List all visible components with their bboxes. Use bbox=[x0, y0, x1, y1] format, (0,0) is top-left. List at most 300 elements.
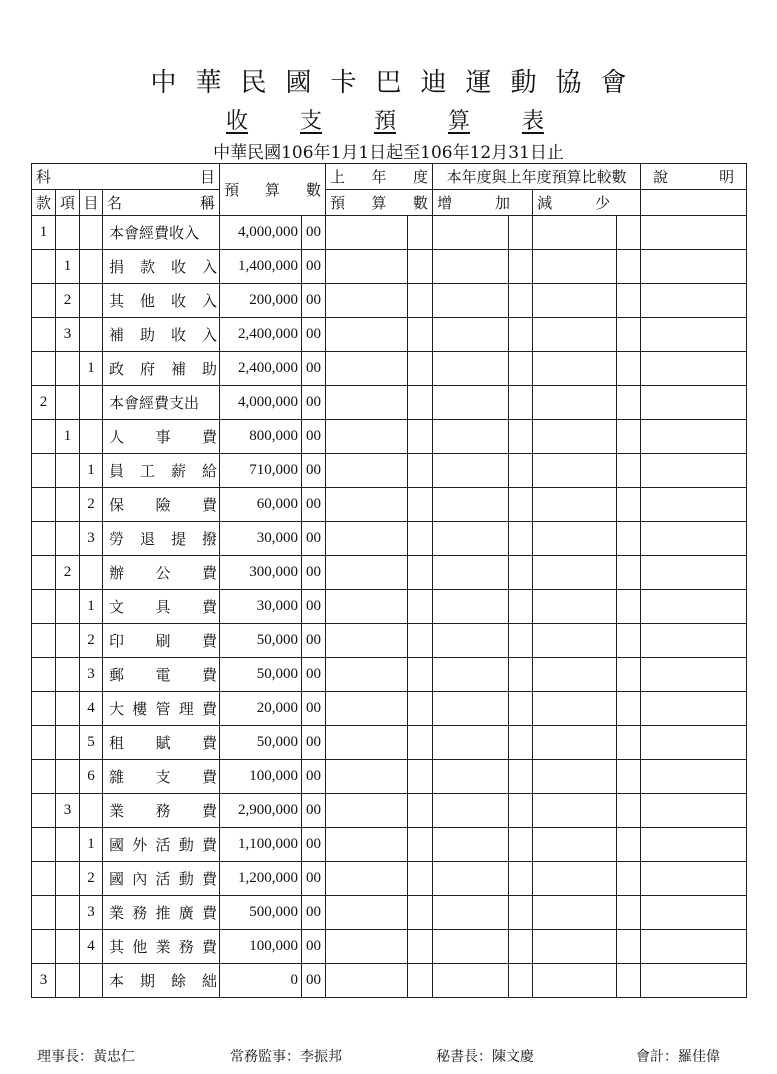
table-row bbox=[32, 386, 747, 420]
last-year-amount-cell bbox=[326, 216, 408, 250]
item-name-char: 助 bbox=[202, 360, 218, 378]
table-row bbox=[32, 284, 747, 318]
cents-cell: 00 bbox=[302, 930, 326, 964]
increase-cents-cell bbox=[509, 352, 533, 386]
note-cell bbox=[641, 964, 747, 998]
item-name-char: 補 bbox=[109, 326, 125, 344]
mu-cell bbox=[80, 386, 103, 420]
item-name-text: 本會經費支出 bbox=[109, 394, 200, 412]
item-name-char: 費 bbox=[202, 734, 218, 752]
note-cell bbox=[641, 828, 747, 862]
increase-amount-cell bbox=[433, 828, 509, 862]
increase-amount-cell bbox=[433, 590, 509, 624]
last-year-amount-cell bbox=[326, 624, 408, 658]
increase-amount-cell bbox=[433, 556, 509, 590]
compare-header: 本年度與上年度預算比較數 bbox=[433, 164, 641, 190]
increase-cents-cell bbox=[509, 896, 533, 930]
last-year-amount-cell bbox=[326, 250, 408, 284]
increase-amount-cell bbox=[433, 896, 509, 930]
kuan-cell: 3 bbox=[32, 964, 56, 998]
decrease-header bbox=[533, 190, 641, 216]
note-header-char: 明 bbox=[719, 168, 735, 186]
item-name bbox=[107, 392, 219, 413]
item-name-char: 外 bbox=[132, 836, 148, 854]
amount-cell: 60,000 bbox=[220, 488, 302, 522]
increase-amount-cell bbox=[433, 522, 509, 556]
decrease-cents-cell bbox=[617, 692, 641, 726]
table-row bbox=[32, 930, 747, 964]
last-year-amount-cell bbox=[326, 964, 408, 998]
decrease-cents-cell bbox=[617, 794, 641, 828]
decrease-cents-cell bbox=[617, 556, 641, 590]
increase-cents-cell bbox=[509, 964, 533, 998]
header-row-1 bbox=[32, 164, 747, 190]
xiang-cell: 1 bbox=[56, 250, 80, 284]
item-name-char: 撥 bbox=[202, 530, 218, 548]
item-name-cell bbox=[103, 760, 220, 794]
last-year-budget-char: 預 bbox=[330, 194, 346, 212]
item-name-char: 電 bbox=[155, 666, 171, 684]
item-name-cell bbox=[103, 284, 220, 318]
table-row bbox=[32, 828, 747, 862]
xiang-cell bbox=[56, 862, 80, 896]
budget-period: 中華民國106年1月1日起至106年12月31日止 bbox=[213, 143, 564, 163]
item-name bbox=[107, 902, 219, 923]
table-row bbox=[32, 216, 747, 250]
item-name-char: 動 bbox=[178, 870, 194, 888]
xiang-cell: 2 bbox=[56, 284, 80, 318]
item-name bbox=[107, 868, 219, 889]
kuan-cell bbox=[32, 896, 56, 930]
mu-cell: 2 bbox=[80, 488, 103, 522]
item-name-cell bbox=[103, 556, 220, 590]
increase-cents-cell bbox=[509, 556, 533, 590]
decrease-amount-cell bbox=[533, 590, 617, 624]
last-year-cents-cell bbox=[408, 896, 433, 930]
cents-cell: 00 bbox=[302, 488, 326, 522]
decrease-amount-cell bbox=[533, 488, 617, 522]
xiang-cell bbox=[56, 760, 80, 794]
item-name-char: 費 bbox=[202, 768, 218, 786]
item-name-char: 公 bbox=[155, 564, 171, 582]
amount-cell: 20,000 bbox=[220, 692, 302, 726]
kuan-cell bbox=[32, 420, 56, 454]
note-cell bbox=[641, 420, 747, 454]
item-name-char: 費 bbox=[202, 428, 218, 446]
last-year-cents-cell bbox=[408, 250, 433, 284]
item-name bbox=[107, 630, 219, 651]
item-name-cell bbox=[103, 624, 220, 658]
cents-cell: 00 bbox=[302, 862, 326, 896]
item-name-cell bbox=[103, 828, 220, 862]
item-name-char: 保 bbox=[109, 496, 125, 514]
mu-cell: 4 bbox=[80, 692, 103, 726]
table-row bbox=[32, 556, 747, 590]
item-name-char: 國 bbox=[109, 870, 125, 888]
item-name bbox=[107, 460, 219, 481]
increase-amount-cell bbox=[433, 692, 509, 726]
item-name-cell bbox=[103, 318, 220, 352]
item-name-cell bbox=[103, 930, 220, 964]
increase-cents-cell bbox=[509, 454, 533, 488]
mu-header: 目 bbox=[80, 190, 103, 216]
decrease-amount-cell bbox=[533, 454, 617, 488]
xiang-cell: 2 bbox=[56, 556, 80, 590]
item-name-cell bbox=[103, 488, 220, 522]
last-year-cents-cell bbox=[408, 692, 433, 726]
note-cell bbox=[641, 522, 747, 556]
cents-cell: 00 bbox=[302, 250, 326, 284]
increase-amount-cell bbox=[433, 930, 509, 964]
decrease-cents-cell bbox=[617, 318, 641, 352]
decrease-header-char: 少 bbox=[595, 194, 611, 212]
note-cell bbox=[641, 658, 747, 692]
item-name-char: 動 bbox=[178, 836, 194, 854]
organization-title: 中華民國卡巴迪運動協會 bbox=[150, 68, 646, 98]
item-name-char: 費 bbox=[202, 870, 218, 888]
item-name bbox=[107, 528, 219, 549]
cents-cell: 00 bbox=[302, 964, 326, 998]
xiang-cell bbox=[56, 658, 80, 692]
mu-cell bbox=[80, 964, 103, 998]
amount-cell: 100,000 bbox=[220, 930, 302, 964]
xiang-header: 項 bbox=[56, 190, 80, 216]
last-year-header-char: 上 bbox=[330, 168, 346, 186]
item-name bbox=[107, 222, 219, 243]
xiang-cell bbox=[56, 488, 80, 522]
kuan-cell bbox=[32, 284, 56, 318]
decrease-amount-cell bbox=[533, 760, 617, 794]
table-row bbox=[32, 862, 747, 896]
decrease-cents-cell bbox=[617, 726, 641, 760]
increase-cents-cell bbox=[509, 420, 533, 454]
item-name-cell bbox=[103, 352, 220, 386]
kuan-cell bbox=[32, 794, 56, 828]
xiang-cell bbox=[56, 216, 80, 250]
item-name-char: 收 bbox=[171, 292, 187, 310]
decrease-amount-cell bbox=[533, 522, 617, 556]
kuan-cell bbox=[32, 930, 56, 964]
increase-cents-cell bbox=[509, 760, 533, 794]
amount-cell: 300,000 bbox=[220, 556, 302, 590]
increase-amount-cell bbox=[433, 386, 509, 420]
increase-amount-cell bbox=[433, 454, 509, 488]
note-cell bbox=[641, 190, 747, 216]
item-name-char: 辦 bbox=[109, 564, 125, 582]
decrease-amount-cell bbox=[533, 352, 617, 386]
item-name-char: 工 bbox=[140, 462, 156, 480]
last-year-cents-cell bbox=[408, 930, 433, 964]
amount-cell: 2,400,000 bbox=[220, 352, 302, 386]
table-row bbox=[32, 794, 747, 828]
item-name bbox=[107, 834, 219, 855]
last-year-amount-cell bbox=[326, 862, 408, 896]
increase-cents-cell bbox=[509, 522, 533, 556]
item-name-char: 大 bbox=[109, 700, 125, 718]
item-name-char: 捐 bbox=[109, 258, 125, 276]
last-year-cents-cell bbox=[408, 964, 433, 998]
item-name-char: 務 bbox=[132, 904, 148, 922]
last-year-amount-cell bbox=[326, 454, 408, 488]
increase-cents-cell bbox=[509, 692, 533, 726]
last-year-cents-cell bbox=[408, 658, 433, 692]
note-cell bbox=[641, 386, 747, 420]
note-cell bbox=[641, 454, 747, 488]
decrease-cents-cell bbox=[617, 760, 641, 794]
increase-amount-cell bbox=[433, 488, 509, 522]
table-row bbox=[32, 964, 747, 998]
mu-cell: 5 bbox=[80, 726, 103, 760]
item-name bbox=[107, 562, 219, 583]
title-char: 算 bbox=[447, 109, 470, 134]
last-year-amount-cell bbox=[326, 692, 408, 726]
last-year-cents-cell bbox=[408, 794, 433, 828]
kuan-cell bbox=[32, 590, 56, 624]
decrease-amount-cell bbox=[533, 284, 617, 318]
cents-cell: 00 bbox=[302, 692, 326, 726]
mu-cell: 1 bbox=[80, 454, 103, 488]
table-row bbox=[32, 692, 747, 726]
last-year-amount-cell bbox=[326, 726, 408, 760]
xiang-cell bbox=[56, 590, 80, 624]
kuan-cell bbox=[32, 658, 56, 692]
budget-table bbox=[31, 163, 747, 998]
note-cell bbox=[641, 726, 747, 760]
note-cell bbox=[641, 556, 747, 590]
mu-cell: 6 bbox=[80, 760, 103, 794]
cents-cell: 00 bbox=[302, 896, 326, 930]
decrease-amount-cell bbox=[533, 828, 617, 862]
last-year-cents-cell bbox=[408, 590, 433, 624]
last-year-cents-cell bbox=[408, 760, 433, 794]
last-year-cents-cell bbox=[408, 352, 433, 386]
increase-cents-cell bbox=[509, 590, 533, 624]
item-name-char: 絀 bbox=[202, 972, 218, 990]
decrease-amount-cell bbox=[533, 216, 617, 250]
increase-cents-cell bbox=[509, 386, 533, 420]
xiang-cell bbox=[56, 896, 80, 930]
item-name-char: 具 bbox=[155, 598, 171, 616]
item-name-char: 費 bbox=[202, 666, 218, 684]
xiang-cell bbox=[56, 624, 80, 658]
amount-cell: 200,000 bbox=[220, 284, 302, 318]
cents-cell: 00 bbox=[302, 386, 326, 420]
amount-cell: 50,000 bbox=[220, 658, 302, 692]
last-year-cents-cell bbox=[408, 284, 433, 318]
increase-header-char: 增 bbox=[437, 194, 453, 212]
item-name bbox=[107, 664, 219, 685]
item-name-char: 政 bbox=[109, 360, 125, 378]
item-name-char: 入 bbox=[202, 258, 218, 276]
item-name-char: 支 bbox=[155, 768, 171, 786]
note-cell bbox=[641, 930, 747, 964]
item-name-char: 餘 bbox=[171, 972, 187, 990]
table-row bbox=[32, 726, 747, 760]
item-name-char: 費 bbox=[202, 496, 218, 514]
table-row bbox=[32, 624, 747, 658]
item-name-char: 事 bbox=[155, 428, 171, 446]
kuan-cell bbox=[32, 454, 56, 488]
decrease-cents-cell bbox=[617, 488, 641, 522]
mu-cell bbox=[80, 284, 103, 318]
item-name-char: 業 bbox=[155, 938, 171, 956]
item-name-char: 務 bbox=[155, 802, 171, 820]
table-row bbox=[32, 318, 747, 352]
last-year-cents-cell bbox=[408, 522, 433, 556]
note-header bbox=[641, 164, 747, 190]
last-year-amount-cell bbox=[326, 556, 408, 590]
increase-header bbox=[433, 190, 533, 216]
item-name-char: 給 bbox=[202, 462, 218, 480]
increase-amount-cell bbox=[433, 250, 509, 284]
item-name bbox=[107, 256, 219, 277]
item-name-char: 人 bbox=[109, 428, 125, 446]
decrease-cents-cell bbox=[617, 930, 641, 964]
cents-cell: 00 bbox=[302, 318, 326, 352]
last-year-amount-cell bbox=[326, 760, 408, 794]
decrease-cents-cell bbox=[617, 624, 641, 658]
item-name-cell bbox=[103, 250, 220, 284]
last-year-cents-cell bbox=[408, 386, 433, 420]
item-name bbox=[107, 596, 219, 617]
last-year-budget-char: 數 bbox=[413, 194, 429, 212]
cents-cell: 00 bbox=[302, 216, 326, 250]
item-name-char: 管 bbox=[155, 700, 171, 718]
cents-cell: 00 bbox=[302, 522, 326, 556]
mu-cell bbox=[80, 420, 103, 454]
increase-amount-cell bbox=[433, 726, 509, 760]
increase-amount-cell bbox=[433, 420, 509, 454]
cents-cell: 00 bbox=[302, 658, 326, 692]
budget-header-char: 數 bbox=[306, 181, 322, 199]
item-name-char: 府 bbox=[140, 360, 156, 378]
amount-cell: 50,000 bbox=[220, 624, 302, 658]
cents-cell: 00 bbox=[302, 624, 326, 658]
xiang-cell bbox=[56, 828, 80, 862]
item-name-char: 退 bbox=[140, 530, 156, 548]
budget-header-char: 預 bbox=[224, 181, 240, 199]
xiang-cell: 3 bbox=[56, 794, 80, 828]
item-name bbox=[107, 970, 219, 991]
increase-cents-cell bbox=[509, 726, 533, 760]
table-row bbox=[32, 896, 747, 930]
table-row bbox=[32, 658, 747, 692]
mu-cell: 1 bbox=[80, 828, 103, 862]
table-row bbox=[32, 454, 747, 488]
cents-cell: 00 bbox=[302, 590, 326, 624]
decrease-amount-cell bbox=[533, 930, 617, 964]
item-name-char: 活 bbox=[155, 836, 171, 854]
item-name-char: 本 bbox=[109, 972, 125, 990]
increase-cents-cell bbox=[509, 658, 533, 692]
item-name bbox=[107, 732, 219, 753]
cents-cell: 00 bbox=[302, 828, 326, 862]
mu-cell bbox=[80, 794, 103, 828]
item-name-char: 入 bbox=[202, 292, 218, 310]
kuan-cell bbox=[32, 862, 56, 896]
subject-label: 科 bbox=[36, 168, 52, 186]
subject-label: 目 bbox=[200, 168, 216, 186]
item-name-char: 員 bbox=[109, 462, 125, 480]
item-name-char: 款 bbox=[140, 258, 156, 276]
last-year-amount-cell bbox=[326, 352, 408, 386]
increase-cents-cell bbox=[509, 318, 533, 352]
note-cell bbox=[641, 250, 747, 284]
mu-cell: 2 bbox=[80, 624, 103, 658]
item-name-char: 補 bbox=[171, 360, 187, 378]
secretary-signature: 秘書長：陳文慶 bbox=[436, 1049, 534, 1065]
decrease-amount-cell bbox=[533, 862, 617, 896]
last-year-cents-cell bbox=[408, 318, 433, 352]
table-row bbox=[32, 760, 747, 794]
mu-cell: 4 bbox=[80, 930, 103, 964]
decrease-amount-cell bbox=[533, 556, 617, 590]
decrease-amount-cell bbox=[533, 318, 617, 352]
mu-cell bbox=[80, 250, 103, 284]
item-name bbox=[107, 936, 219, 957]
item-name-cell bbox=[103, 658, 220, 692]
cents-cell: 00 bbox=[302, 454, 326, 488]
item-name-char: 樓 bbox=[132, 700, 148, 718]
kuan-cell bbox=[32, 760, 56, 794]
item-name-cell bbox=[103, 896, 220, 930]
last-year-amount-cell bbox=[326, 318, 408, 352]
item-name-char: 活 bbox=[155, 870, 171, 888]
item-name-cell bbox=[103, 420, 220, 454]
xiang-cell: 3 bbox=[56, 318, 80, 352]
accountant-signature: 會計：羅佳偉 bbox=[636, 1049, 720, 1065]
item-name-char: 其 bbox=[109, 938, 125, 956]
item-name-char: 刷 bbox=[155, 632, 171, 650]
last-year-amount-cell bbox=[326, 488, 408, 522]
cents-cell: 00 bbox=[302, 284, 326, 318]
item-name-cell bbox=[103, 794, 220, 828]
table-row bbox=[32, 250, 747, 284]
item-name-char: 業 bbox=[109, 802, 125, 820]
item-name-char: 賦 bbox=[155, 734, 171, 752]
amount-cell: 1,400,000 bbox=[220, 250, 302, 284]
item-name-char: 郵 bbox=[109, 666, 125, 684]
item-name-char: 費 bbox=[202, 836, 218, 854]
increase-amount-cell bbox=[433, 760, 509, 794]
name-header-char: 名 bbox=[107, 194, 123, 212]
xiang-cell bbox=[56, 522, 80, 556]
item-name-char: 提 bbox=[171, 530, 187, 548]
name-header bbox=[103, 190, 220, 216]
note-cell bbox=[641, 794, 747, 828]
item-name-char: 費 bbox=[202, 904, 218, 922]
xiang-cell: 1 bbox=[56, 420, 80, 454]
item-name-char: 費 bbox=[202, 700, 218, 718]
item-name-char: 推 bbox=[155, 904, 171, 922]
cents-cell: 00 bbox=[302, 352, 326, 386]
item-name-char: 收 bbox=[171, 258, 187, 276]
last-year-header-char: 年 bbox=[371, 168, 387, 186]
amount-cell: 30,000 bbox=[220, 590, 302, 624]
last-year-cents-cell bbox=[408, 420, 433, 454]
decrease-cents-cell bbox=[617, 352, 641, 386]
document-title bbox=[226, 104, 544, 135]
budget-header-char: 算 bbox=[265, 181, 281, 199]
item-name-char: 廣 bbox=[178, 904, 194, 922]
last-year-cents-cell bbox=[408, 216, 433, 250]
decrease-amount-cell bbox=[533, 964, 617, 998]
kuan-cell bbox=[32, 624, 56, 658]
increase-cents-cell bbox=[509, 216, 533, 250]
table-row bbox=[32, 590, 747, 624]
last-year-cents-cell bbox=[408, 828, 433, 862]
increase-cents-cell bbox=[509, 624, 533, 658]
